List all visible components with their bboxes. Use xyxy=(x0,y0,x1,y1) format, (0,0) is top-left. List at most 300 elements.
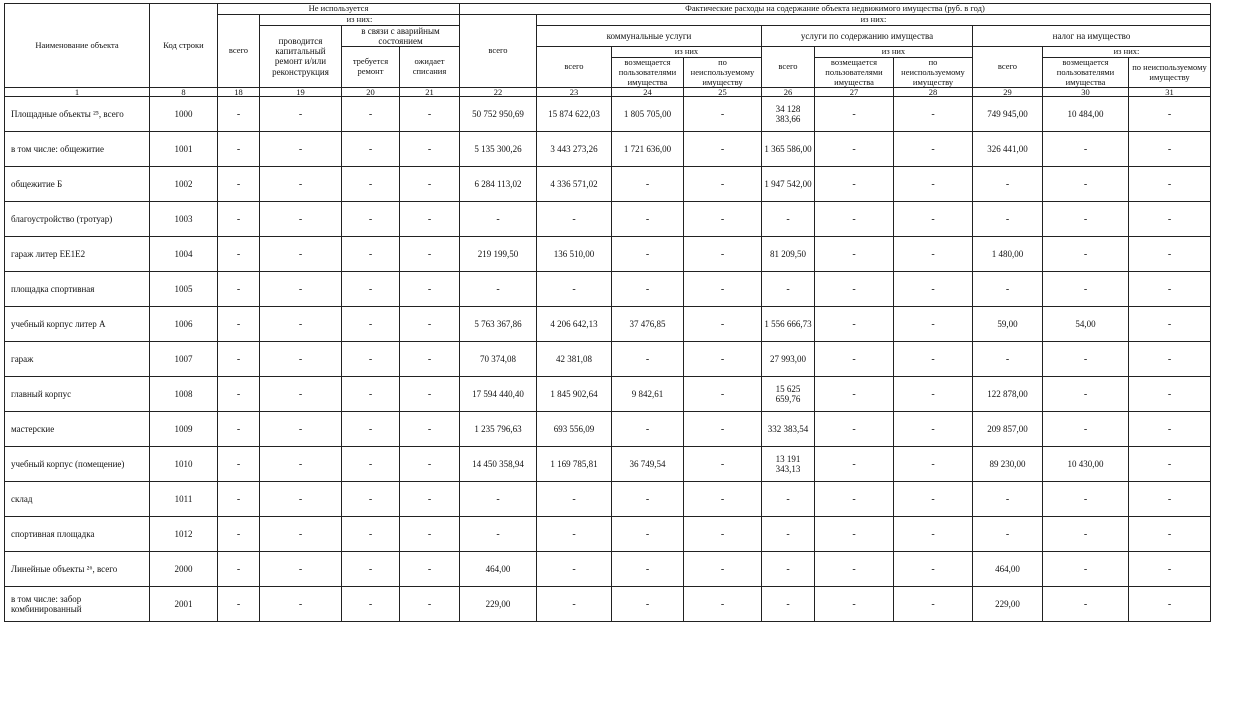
value-cell: - xyxy=(260,202,342,237)
value-cell: - xyxy=(218,307,260,342)
value-cell: - xyxy=(342,272,400,307)
value-cell: - xyxy=(342,132,400,167)
value-cell: - xyxy=(612,342,684,377)
value-cell: - xyxy=(400,377,460,412)
object-name-cell: площадка спортивная xyxy=(5,272,150,307)
value-cell: - xyxy=(1129,587,1211,622)
value-cell: - xyxy=(460,482,537,517)
value-cell: - xyxy=(684,447,762,482)
column-number: 31 xyxy=(1129,88,1211,97)
value-cell: - xyxy=(612,482,684,517)
value-cell: - xyxy=(612,202,684,237)
column-number: 8 xyxy=(150,88,218,97)
header-not-used-iz-nih: из них: xyxy=(260,14,460,25)
value-cell: - xyxy=(762,482,815,517)
value-cell: - xyxy=(537,517,612,552)
table-row xyxy=(5,342,1211,377)
value-cell: - xyxy=(400,97,460,132)
table-row xyxy=(5,482,1211,517)
header-needs-repair: требуется ремонт xyxy=(342,47,400,88)
column-number: 29 xyxy=(973,88,1043,97)
value-cell: - xyxy=(684,517,762,552)
value-cell: - xyxy=(1043,167,1129,202)
value-cell: 1 556 666,73 xyxy=(762,307,815,342)
value-cell: 1 365 586,00 xyxy=(762,132,815,167)
value-cell: - xyxy=(684,202,762,237)
value-cell: - xyxy=(260,132,342,167)
table-body xyxy=(5,97,1211,622)
header-utilities: коммунальные услуги xyxy=(537,25,762,47)
value-cell: - xyxy=(1043,342,1129,377)
value-cell: - xyxy=(815,202,894,237)
row-code-cell: 1012 xyxy=(150,517,218,552)
value-cell: - xyxy=(1129,552,1211,587)
value-cell: - xyxy=(1043,517,1129,552)
value-cell: - xyxy=(894,587,973,622)
header-pending-writeoff: ожидает списания xyxy=(400,47,460,88)
value-cell: 693 556,09 xyxy=(537,412,612,447)
header-maintenance-unused: по неиспользуемому имуществу xyxy=(894,57,973,87)
value-cell: 42 381,08 xyxy=(537,342,612,377)
column-number: 18 xyxy=(218,88,260,97)
value-cell: - xyxy=(973,272,1043,307)
table-row xyxy=(5,167,1211,202)
value-cell: 70 374,08 xyxy=(460,342,537,377)
value-cell: - xyxy=(537,202,612,237)
value-cell: - xyxy=(684,552,762,587)
column-number: 23 xyxy=(537,88,612,97)
header-maintenance-reimbursed: возмещается пользователями имущества xyxy=(815,57,894,87)
header-repair: проводится капитальный ремонт и/или реконструкция xyxy=(260,25,342,88)
row-code-cell: 1003 xyxy=(150,202,218,237)
value-cell: - xyxy=(1129,202,1211,237)
value-cell: - xyxy=(815,412,894,447)
value-cell: - xyxy=(400,237,460,272)
value-cell: - xyxy=(218,342,260,377)
value-cell: - xyxy=(684,97,762,132)
value-cell: - xyxy=(815,167,894,202)
object-name-cell: мастерские xyxy=(5,412,150,447)
value-cell: - xyxy=(1043,272,1129,307)
value-cell: - xyxy=(684,237,762,272)
value-cell: - xyxy=(537,482,612,517)
object-name-cell: общежитие Б xyxy=(5,167,150,202)
column-number: 20 xyxy=(342,88,400,97)
value-cell: - xyxy=(342,377,400,412)
value-cell: - xyxy=(342,482,400,517)
value-cell: 229,00 xyxy=(973,587,1043,622)
object-name-cell: в том числе: общежитие xyxy=(5,132,150,167)
value-cell: - xyxy=(684,342,762,377)
value-cell: - xyxy=(400,167,460,202)
value-cell: - xyxy=(260,97,342,132)
value-cell: 10 430,00 xyxy=(1043,447,1129,482)
value-cell: - xyxy=(342,412,400,447)
value-cell: - xyxy=(400,202,460,237)
value-cell: 34 128 383,66 xyxy=(762,97,815,132)
value-cell: - xyxy=(762,517,815,552)
row-code-cell: 1006 xyxy=(150,307,218,342)
row-code-cell: 2001 xyxy=(150,587,218,622)
value-cell: 1 480,00 xyxy=(973,237,1043,272)
value-cell: 36 749,54 xyxy=(612,447,684,482)
column-number: 22 xyxy=(460,88,537,97)
value-cell: - xyxy=(260,377,342,412)
object-name-cell: учебный корпус литер А xyxy=(5,307,150,342)
header-tax-reimbursed: возмещается пользователями имущества xyxy=(1043,57,1129,87)
column-number: 27 xyxy=(815,88,894,97)
value-cell: - xyxy=(1129,167,1211,202)
table-row xyxy=(5,517,1211,552)
value-cell: - xyxy=(612,412,684,447)
header-maintenance-total: всего xyxy=(762,47,815,88)
column-number: 26 xyxy=(762,88,815,97)
value-cell: - xyxy=(400,552,460,587)
value-cell: 326 441,00 xyxy=(973,132,1043,167)
header-not-used: Не используется xyxy=(218,4,460,15)
object-name-cell: гараж литер ЕЕ1Е2 xyxy=(5,237,150,272)
value-cell: 332 383,54 xyxy=(762,412,815,447)
value-cell: - xyxy=(762,202,815,237)
value-cell: - xyxy=(218,272,260,307)
value-cell: - xyxy=(684,587,762,622)
value-cell: - xyxy=(537,552,612,587)
value-cell: - xyxy=(400,447,460,482)
value-cell: 13 191 343,13 xyxy=(762,447,815,482)
header-utilities-iz-nih: из них xyxy=(612,47,762,58)
header-utilities-total: всего xyxy=(537,47,612,88)
value-cell: - xyxy=(815,272,894,307)
expenses-table xyxy=(4,3,1211,622)
value-cell: - xyxy=(260,447,342,482)
column-number: 1 xyxy=(5,88,150,97)
value-cell: - xyxy=(894,307,973,342)
value-cell: - xyxy=(815,97,894,132)
value-cell: - xyxy=(218,202,260,237)
row-code-cell: 1011 xyxy=(150,482,218,517)
value-cell: 1 805 705,00 xyxy=(612,97,684,132)
column-number: 25 xyxy=(684,88,762,97)
value-cell: - xyxy=(260,482,342,517)
value-cell: - xyxy=(218,482,260,517)
value-cell: - xyxy=(1129,132,1211,167)
object-name-cell: в том числе: забор комбинированный xyxy=(5,587,150,622)
row-code-cell: 1000 xyxy=(150,97,218,132)
table-row xyxy=(5,377,1211,412)
value-cell: - xyxy=(815,377,894,412)
value-cell: - xyxy=(973,202,1043,237)
header-maintenance: услуги по содержанию имущества xyxy=(762,25,973,47)
value-cell: - xyxy=(894,132,973,167)
value-cell: - xyxy=(684,412,762,447)
value-cell: - xyxy=(1129,342,1211,377)
header-tax-unused: по неиспользуемому имуществу xyxy=(1129,57,1211,87)
value-cell: - xyxy=(342,552,400,587)
header-utilities-unused: по неиспользуемому имуществу xyxy=(684,57,762,87)
value-cell: - xyxy=(342,447,400,482)
value-cell: - xyxy=(684,482,762,517)
value-cell: - xyxy=(342,237,400,272)
header-actual-expenses: Фактические расходы на содержание объекта недвижимого имущества (руб. в год) xyxy=(460,4,1211,15)
value-cell: - xyxy=(260,412,342,447)
value-cell: 1 169 785,81 xyxy=(537,447,612,482)
value-cell: - xyxy=(1043,132,1129,167)
value-cell: - xyxy=(973,482,1043,517)
value-cell: - xyxy=(684,377,762,412)
value-cell: - xyxy=(1043,552,1129,587)
value-cell: - xyxy=(400,342,460,377)
object-name-cell: благоустройство (тротуар) xyxy=(5,202,150,237)
value-cell: - xyxy=(1129,447,1211,482)
value-cell: 4 206 642,13 xyxy=(537,307,612,342)
column-number: 21 xyxy=(400,88,460,97)
value-cell: - xyxy=(612,517,684,552)
row-code-cell: 1005 xyxy=(150,272,218,307)
value-cell: - xyxy=(1043,412,1129,447)
value-cell: - xyxy=(815,307,894,342)
value-cell: - xyxy=(260,167,342,202)
value-cell: - xyxy=(894,377,973,412)
value-cell: - xyxy=(612,237,684,272)
value-cell: - xyxy=(684,132,762,167)
value-cell: 15 625 659,76 xyxy=(762,377,815,412)
value-cell: - xyxy=(894,202,973,237)
value-cell: 229,00 xyxy=(460,587,537,622)
value-cell: 9 842,61 xyxy=(612,377,684,412)
value-cell: - xyxy=(342,167,400,202)
value-cell: 89 230,00 xyxy=(973,447,1043,482)
header-maintenance-iz-nih: из них xyxy=(815,47,973,58)
value-cell: - xyxy=(1129,307,1211,342)
value-cell: 81 209,50 xyxy=(762,237,815,272)
value-cell: - xyxy=(973,167,1043,202)
value-cell: 50 752 950,69 xyxy=(460,97,537,132)
value-cell: - xyxy=(612,587,684,622)
row-code-cell: 1010 xyxy=(150,447,218,482)
value-cell: - xyxy=(260,307,342,342)
value-cell: - xyxy=(260,587,342,622)
object-name-cell: учебный корпус (помещение) xyxy=(5,447,150,482)
table-row xyxy=(5,412,1211,447)
value-cell: 37 476,85 xyxy=(612,307,684,342)
value-cell: - xyxy=(218,377,260,412)
column-number: 30 xyxy=(1043,88,1129,97)
value-cell: 27 993,00 xyxy=(762,342,815,377)
value-cell: - xyxy=(400,272,460,307)
value-cell: - xyxy=(1129,517,1211,552)
value-cell: - xyxy=(342,307,400,342)
value-cell: - xyxy=(1043,587,1129,622)
value-cell: - xyxy=(894,167,973,202)
value-cell: - xyxy=(894,412,973,447)
value-cell: 1 235 796,63 xyxy=(460,412,537,447)
value-cell: - xyxy=(815,237,894,272)
value-cell: - xyxy=(684,307,762,342)
value-cell: - xyxy=(1129,97,1211,132)
value-cell: 5 135 300,26 xyxy=(460,132,537,167)
table-header xyxy=(5,4,1211,97)
value-cell: 209 857,00 xyxy=(973,412,1043,447)
value-cell: - xyxy=(815,587,894,622)
header-property-tax: налог на имущество xyxy=(973,25,1211,47)
value-cell: - xyxy=(342,97,400,132)
value-cell: 54,00 xyxy=(1043,307,1129,342)
column-number: 24 xyxy=(612,88,684,97)
value-cell: - xyxy=(762,587,815,622)
header-code: Код строки xyxy=(150,4,218,88)
value-cell: - xyxy=(815,342,894,377)
table-row xyxy=(5,272,1211,307)
value-cell: - xyxy=(684,272,762,307)
value-cell: 464,00 xyxy=(460,552,537,587)
table-row xyxy=(5,237,1211,272)
value-cell: - xyxy=(460,202,537,237)
value-cell: - xyxy=(894,447,973,482)
value-cell: - xyxy=(218,237,260,272)
row-code-cell: 1007 xyxy=(150,342,218,377)
value-cell: - xyxy=(684,167,762,202)
value-cell: - xyxy=(218,412,260,447)
header-name: Наименование объекта xyxy=(5,4,150,88)
value-cell: - xyxy=(342,202,400,237)
value-cell: - xyxy=(894,482,973,517)
value-cell: - xyxy=(460,517,537,552)
value-cell: - xyxy=(815,482,894,517)
value-cell: - xyxy=(894,517,973,552)
value-cell: - xyxy=(218,517,260,552)
value-cell: - xyxy=(460,272,537,307)
value-cell: 5 763 367,86 xyxy=(460,307,537,342)
value-cell: - xyxy=(612,167,684,202)
object-name-cell: Площадные объекты ²⁵, всего xyxy=(5,97,150,132)
value-cell: - xyxy=(762,552,815,587)
row-code-cell: 1001 xyxy=(150,132,218,167)
value-cell: - xyxy=(400,412,460,447)
value-cell: 14 450 358,94 xyxy=(460,447,537,482)
value-cell: - xyxy=(1043,202,1129,237)
value-cell: 3 443 273,26 xyxy=(537,132,612,167)
value-cell: - xyxy=(815,447,894,482)
column-numbers-row xyxy=(5,88,1211,97)
value-cell: 59,00 xyxy=(973,307,1043,342)
object-name-cell: склад xyxy=(5,482,150,517)
value-cell: - xyxy=(1129,272,1211,307)
value-cell: - xyxy=(1129,482,1211,517)
header-not-used-total: всего xyxy=(218,14,260,88)
value-cell: 6 284 113,02 xyxy=(460,167,537,202)
value-cell: - xyxy=(612,272,684,307)
value-cell: - xyxy=(342,587,400,622)
value-cell: 749 945,00 xyxy=(973,97,1043,132)
value-cell: - xyxy=(612,552,684,587)
value-cell: - xyxy=(1129,377,1211,412)
value-cell: - xyxy=(260,272,342,307)
object-name-cell: спортивная площадка xyxy=(5,517,150,552)
value-cell: 1 721 636,00 xyxy=(612,132,684,167)
value-cell: - xyxy=(260,552,342,587)
row-code-cell: 2000 xyxy=(150,552,218,587)
table-row xyxy=(5,447,1211,482)
table-row xyxy=(5,307,1211,342)
value-cell: - xyxy=(894,552,973,587)
row-code-cell: 1008 xyxy=(150,377,218,412)
value-cell: 17 594 440,40 xyxy=(460,377,537,412)
row-code-cell: 1009 xyxy=(150,412,218,447)
object-name-cell: гараж xyxy=(5,342,150,377)
value-cell: - xyxy=(894,272,973,307)
value-cell: - xyxy=(973,342,1043,377)
value-cell: - xyxy=(400,132,460,167)
value-cell: - xyxy=(218,587,260,622)
value-cell: - xyxy=(218,447,260,482)
table-row xyxy=(5,552,1211,587)
value-cell: 1 947 542,00 xyxy=(762,167,815,202)
value-cell: - xyxy=(973,517,1043,552)
value-cell: - xyxy=(1129,412,1211,447)
header-tax-iz-nih: из них: xyxy=(1043,47,1211,58)
table-row xyxy=(5,202,1211,237)
value-cell: - xyxy=(218,167,260,202)
value-cell: - xyxy=(815,517,894,552)
value-cell: - xyxy=(218,552,260,587)
value-cell: 219 199,50 xyxy=(460,237,537,272)
column-number: 19 xyxy=(260,88,342,97)
value-cell: - xyxy=(260,342,342,377)
value-cell: 1 845 902,64 xyxy=(537,377,612,412)
row-code-cell: 1004 xyxy=(150,237,218,272)
value-cell: - xyxy=(260,237,342,272)
value-cell: - xyxy=(218,97,260,132)
value-cell: - xyxy=(218,132,260,167)
value-cell: - xyxy=(537,272,612,307)
value-cell: - xyxy=(815,132,894,167)
report-page xyxy=(4,3,1211,622)
value-cell: - xyxy=(894,97,973,132)
table-row xyxy=(5,132,1211,167)
value-cell: - xyxy=(537,587,612,622)
header-emergency: в связи с аварийным состоянием xyxy=(342,25,460,47)
value-cell: - xyxy=(400,482,460,517)
header-expenses-iz-nih: из них: xyxy=(537,14,1211,25)
header-utilities-reimbursed: возмещается пользователями имущества xyxy=(612,57,684,87)
object-name-cell: Линейные объекты ²⁶, всего xyxy=(5,552,150,587)
value-cell: - xyxy=(762,272,815,307)
column-number: 28 xyxy=(894,88,973,97)
value-cell: - xyxy=(400,587,460,622)
value-cell: 136 510,00 xyxy=(537,237,612,272)
object-name-cell: главный корпус xyxy=(5,377,150,412)
value-cell: - xyxy=(894,342,973,377)
value-cell: - xyxy=(400,517,460,552)
value-cell: - xyxy=(1043,377,1129,412)
table-row xyxy=(5,587,1211,622)
value-cell: - xyxy=(342,517,400,552)
value-cell: - xyxy=(260,517,342,552)
value-cell: 4 336 571,02 xyxy=(537,167,612,202)
row-code-cell: 1002 xyxy=(150,167,218,202)
value-cell: - xyxy=(400,307,460,342)
table-row xyxy=(5,97,1211,132)
value-cell: - xyxy=(1043,237,1129,272)
value-cell: - xyxy=(894,237,973,272)
header-expenses-total: всего xyxy=(460,14,537,88)
value-cell: - xyxy=(342,342,400,377)
header-tax-total: всего xyxy=(973,47,1043,88)
value-cell: 122 878,00 xyxy=(973,377,1043,412)
value-cell: 464,00 xyxy=(973,552,1043,587)
value-cell: 15 874 622,03 xyxy=(537,97,612,132)
value-cell: - xyxy=(1043,482,1129,517)
